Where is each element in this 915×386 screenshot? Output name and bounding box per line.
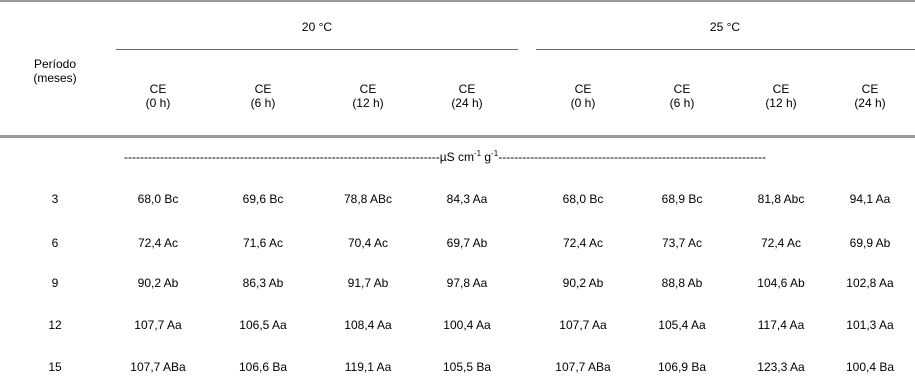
- value-cell: 69,7 Ab: [446, 236, 488, 250]
- column-header-time: (12 h): [765, 96, 797, 110]
- value-cell: 105,5 Ba: [442, 360, 492, 374]
- temperature-header-20c: 20 °C: [301, 20, 333, 34]
- value-cell: 78,8 ABc: [343, 192, 393, 206]
- value-cell: 106,5 Aa: [239, 318, 287, 332]
- value-cell: 97,8 Aa: [446, 276, 488, 290]
- group-rule-25c: [536, 49, 915, 50]
- value-cell: 71,6 Ac: [242, 236, 284, 250]
- period-cell: 6: [51, 236, 59, 250]
- unit-row: [124, 150, 910, 164]
- temperature-header-25c: 25 °C: [709, 20, 741, 34]
- period-cell: 15: [48, 360, 62, 374]
- period-cell: 3: [51, 192, 59, 206]
- column-header-ce: CE: [254, 82, 272, 96]
- column-header-time: (24 h): [451, 96, 483, 110]
- value-cell: 70,4 Ac: [347, 236, 389, 250]
- value-cell: 88,8 Ab: [661, 276, 703, 290]
- unit-mid: g: [481, 150, 492, 164]
- column-header-ce: CE: [149, 82, 167, 96]
- value-cell: 123,3 Aa: [757, 360, 805, 374]
- value-cell: 72,4 Ac: [562, 236, 604, 250]
- value-cell: 105,4 Aa: [658, 318, 706, 332]
- unit-exponent-2: -1: [491, 150, 499, 158]
- value-cell: 107,7 ABa: [555, 360, 611, 374]
- value-cell: 81,8 Abc: [757, 192, 805, 206]
- top-rule: [0, 0, 915, 2]
- value-cell: 102,8 Aa: [846, 276, 894, 290]
- value-cell: 107,7 Aa: [559, 318, 607, 332]
- header-bottom-rule: [0, 135, 915, 138]
- value-cell: 68,0 Bc: [137, 192, 179, 206]
- value-cell: 69,6 Bc: [242, 192, 284, 206]
- period-cell: 12: [48, 318, 62, 332]
- column-header-time: (24 h): [854, 96, 886, 110]
- column-header-time: (6 h): [250, 96, 276, 110]
- value-cell: 68,0 Bc: [562, 192, 604, 206]
- value-cell: 119,1 Aa: [344, 360, 392, 374]
- value-cell: 72,4 Ac: [760, 236, 802, 250]
- value-cell: 106,6 Ba: [238, 360, 288, 374]
- column-header-time: (6 h): [669, 96, 695, 110]
- value-cell: 84,3 Aa: [446, 192, 488, 206]
- group-rule-20c: [116, 49, 518, 50]
- value-cell: 100,4 Aa: [443, 318, 491, 332]
- value-cell: 68,9 Bc: [661, 192, 703, 206]
- value-cell: 107,7 Aa: [134, 318, 182, 332]
- value-cell: 100,4 Ba: [845, 360, 895, 374]
- value-cell: 86,3 Ab: [242, 276, 284, 290]
- value-cell: 69,9 Ab: [849, 236, 891, 250]
- value-cell: 117,4 Aa: [757, 318, 805, 332]
- period-cell: 9: [51, 276, 59, 290]
- value-cell: 90,2 Ab: [562, 276, 604, 290]
- value-cell: 91,7 Ab: [347, 276, 389, 290]
- value-cell: 90,2 Ab: [137, 276, 179, 290]
- column-header-ce: CE: [772, 82, 790, 96]
- value-cell: 107,7 ABa: [130, 360, 186, 374]
- unit-dashes-left: -------------------------------------------------------------------------------: [124, 150, 440, 164]
- period-header-line1: Período: [33, 57, 77, 71]
- unit-exponent-1: -1: [473, 150, 482, 158]
- column-header-time: (0 h): [145, 96, 171, 110]
- value-cell: 73,7 Ac: [661, 236, 703, 250]
- unit-base: µS cm: [439, 150, 474, 164]
- column-header-ce: CE: [458, 82, 476, 96]
- column-header-time: (0 h): [570, 96, 596, 110]
- value-cell: 106,9 Ba: [657, 360, 707, 374]
- value-cell: 72,4 Ac: [137, 236, 179, 250]
- value-cell: 94,1 Aa: [849, 192, 891, 206]
- value-cell: 101,3 Aa: [846, 318, 894, 332]
- value-cell: 108,4 Aa: [344, 318, 392, 332]
- column-header-time: (12 h): [352, 96, 384, 110]
- column-header-ce: CE: [574, 82, 592, 96]
- unit-dashes-right: -------------------------------------------------------------------: [498, 150, 766, 164]
- value-cell: 104,6 Ab: [757, 276, 805, 290]
- column-header-ce: CE: [861, 82, 879, 96]
- column-header-ce: CE: [673, 82, 691, 96]
- period-header-line2: (meses): [33, 71, 77, 85]
- column-header-ce: CE: [359, 82, 377, 96]
